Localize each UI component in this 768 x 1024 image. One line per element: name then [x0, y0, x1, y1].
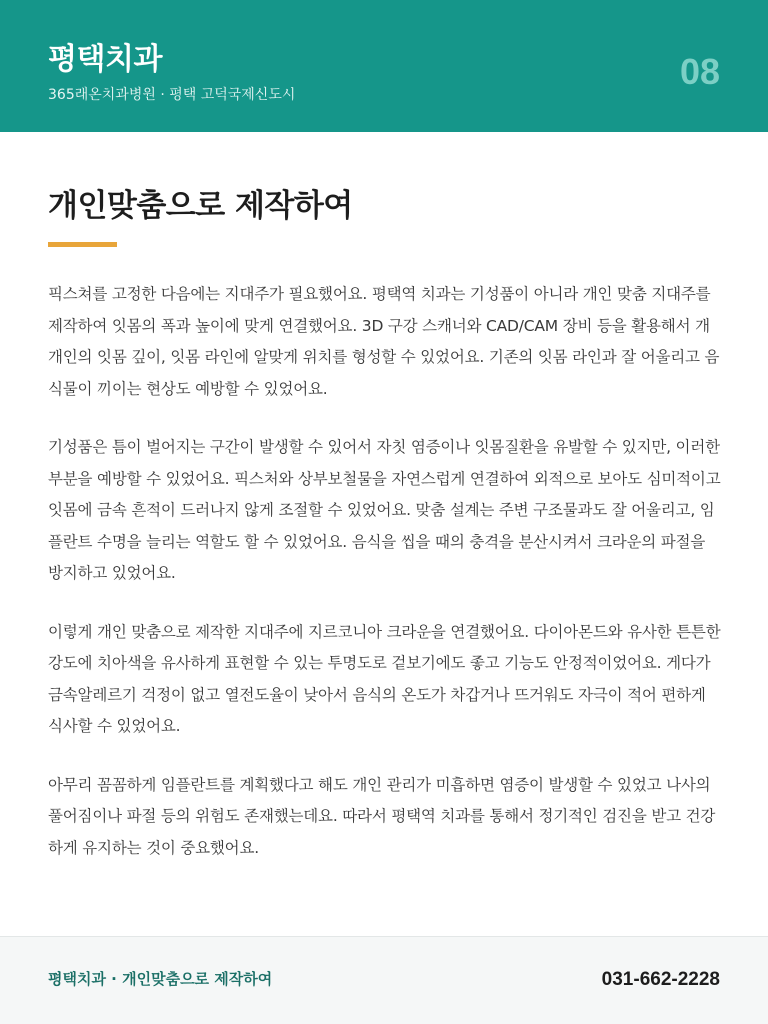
phone-number[interactable]: 031-662-2228 [601, 969, 720, 990]
brand-subtitle: 365래온치과병원 · 평택 고덕국제신도시 [48, 87, 296, 103]
paragraph-3: 이렇게 개인 맞춤으로 제작한 지대주에 지르코니아 크라운을 연결했어요. 다이아몬드와 유사한 튼튼한 강도에 치아색을 유사하게 표현할 수 있는 투명도로 겉보기에도 좋고 기능도 안정적이었어요. 게다가 금속알레르기 걱정이 없고 열전도율이 낮아서 음식의 온도가 차갑거나 뜨거워도 자극이 적어 편하게 식사할 수 있었어요. [48, 622, 721, 735]
paragraph-2: 기성품은 틈이 벌어지는 구간이 발생할 수 있어서 자칫 염증이나 잇몸질환을 유발할 수 있지만, 이러한 부분을 예방할 수 있었어요. 픽스처와 상부보철물을 자연스럽게 연결하여 외적으로 보아도 심미적이고 잇몸에 금속 흔적이 드러나지 않게 조절할 수 있었어요. 맞춤 설계는 주변 구조물과도 잘 어울리고, 임플란트 수명을 늘리는 역할도 할 수 있었어요. 음식을 씹을 때의 충격을 분산시켜서 크라운의 파절을 방지하고 있었어요. [48, 438, 721, 582]
paragraph-4: 아무리 꼼꼼하게 임플란트를 계획했다고 해도 개인 관리가 미흡하면 염증이 발생할 수 있었고 나사의 풀어짐이나 파절 등의 위험도 존재했는데요. 따라서 평택역 치과를 통해서 정기적인 검진을 받고 건강하게 유지하는 것이 중요했어요. [48, 775, 716, 857]
brand-name: 평택치과 [48, 42, 162, 77]
page-header [0, 0, 768, 132]
page-number: 08 [679, 51, 720, 92]
title-underline [48, 242, 117, 247]
article [48, 186, 722, 891]
paragraph-1: 픽스쳐를 고정한 다음에는 지대주가 필요했어요. 평택역 치과는 기성품이 아니라 개인 맞춤 지대주를 제작하여 잇몸의 폭과 높이에 맞게 연결했어요. 3D 구강 스캐너와 CAD/CAM 장비 등을 활용해서 개개인의 잇몸 깊이, 잇몸 라인에 알맞게 위치를 형성할 수 있었어요. 기존의 잇몸 라인과 잘 어울리고 음식물이 끼이는 현상도 예방할 수 있었어요. [48, 285, 720, 398]
footer-label: 평택치과 · 개인맞춤으로 제작하여 [48, 970, 273, 988]
page-footer [0, 936, 768, 1024]
page-title: 개인맞춤으로 제작하여 [48, 188, 353, 224]
article-body [48, 279, 722, 864]
